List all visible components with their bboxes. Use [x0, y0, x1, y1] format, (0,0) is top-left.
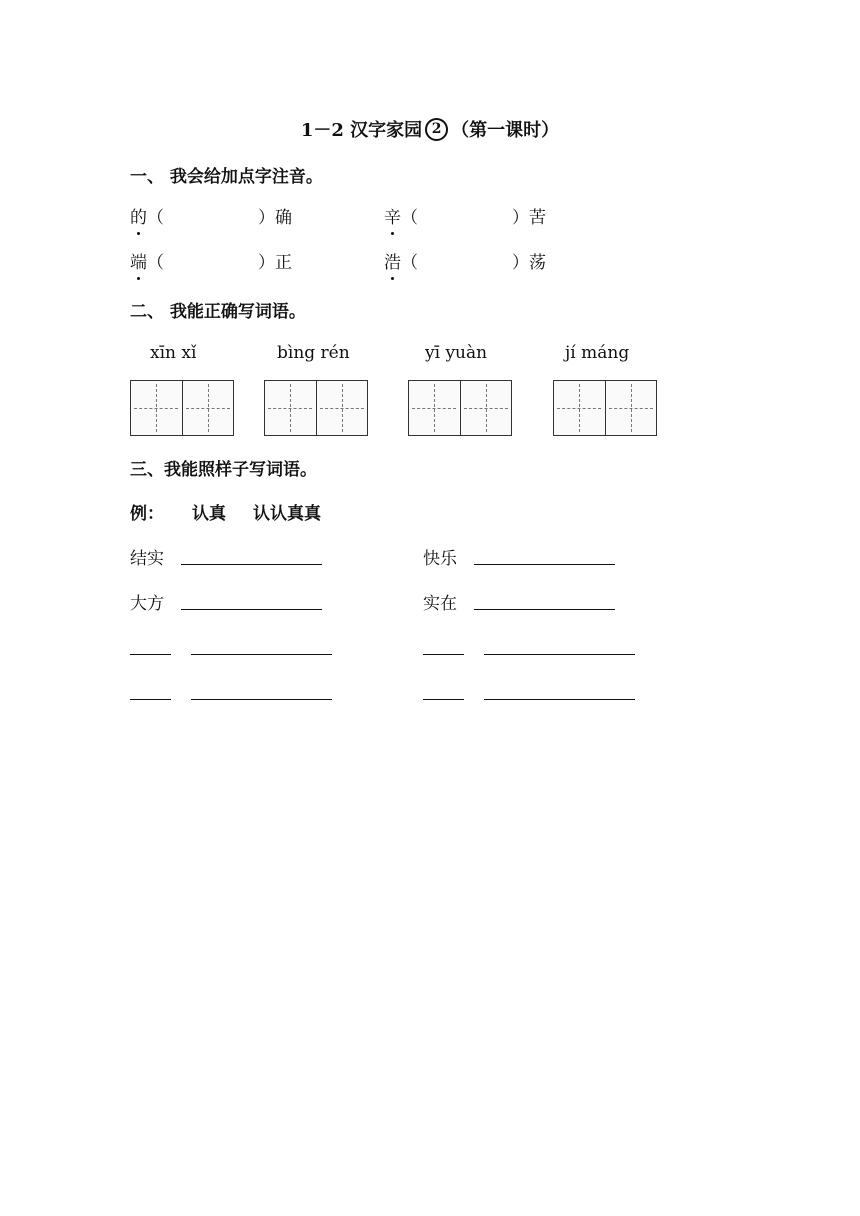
answer-line[interactable] — [181, 609, 322, 610]
answer-line[interactable] — [181, 564, 322, 565]
grid-cell[interactable] — [460, 381, 512, 435]
tian-grid-box[interactable] — [130, 380, 234, 436]
word-blank-line[interactable] — [130, 654, 171, 655]
close-paren: ） — [512, 253, 529, 273]
grid-cell[interactable] — [409, 381, 460, 435]
open-paren: （ — [401, 208, 418, 228]
tian-grid-box[interactable] — [264, 380, 368, 436]
word-blank-line[interactable] — [423, 699, 464, 700]
pinyin-item-3 — [130, 248, 292, 273]
title-suffix: （第一课时） — [451, 120, 560, 141]
dotted-char: 的 — [130, 203, 147, 228]
word-blank-line[interactable] — [423, 654, 464, 655]
word-prompt: 快乐 — [423, 549, 457, 569]
example-label: 例： — [130, 504, 164, 524]
word-prompt: 大方 — [130, 594, 164, 614]
tian-grid-box[interactable] — [553, 380, 657, 436]
grid-cell[interactable] — [131, 381, 182, 435]
following-char: 荡 — [529, 253, 546, 273]
page-title — [0, 116, 860, 144]
example-answer: 认认真真 — [253, 504, 321, 524]
word-blank-line[interactable] — [130, 699, 171, 700]
circled-number-icon: 2 — [425, 118, 448, 141]
following-char: 苦 — [529, 208, 546, 228]
answer-line[interactable] — [474, 609, 615, 610]
following-char: 正 — [275, 253, 292, 273]
answer-line[interactable] — [474, 564, 615, 565]
pinyin-label: bìng rén — [277, 343, 350, 363]
example-word: 认真 — [192, 504, 226, 524]
grid-cell[interactable] — [554, 381, 605, 435]
pinyin-label: xīn xǐ — [150, 343, 197, 363]
following-char: 确 — [275, 208, 292, 228]
grid-cell[interactable] — [265, 381, 316, 435]
close-paren: ） — [512, 208, 529, 228]
answer-line[interactable] — [191, 654, 332, 655]
section2-heading: 二、 我能正确写词语。 — [130, 302, 306, 322]
section3-heading: 三、我能照样子写词语。 — [130, 460, 317, 480]
grid-cell[interactable] — [605, 381, 657, 435]
answer-line[interactable] — [191, 699, 332, 700]
open-paren: （ — [147, 253, 164, 273]
answer-line[interactable] — [484, 654, 635, 655]
answer-line[interactable] — [484, 699, 635, 700]
close-paren: ） — [258, 253, 275, 273]
dotted-char: 辛 — [384, 203, 401, 228]
dotted-char: 端 — [130, 248, 147, 273]
pinyin-item-1 — [130, 203, 292, 228]
open-paren: （ — [401, 253, 418, 273]
dotted-char: 浩 — [384, 248, 401, 273]
pinyin-label: yī yuàn — [425, 343, 488, 363]
title-prefix: 1－2 汉字家园 — [300, 120, 423, 141]
pinyin-item-2 — [384, 203, 546, 228]
word-prompt: 实在 — [423, 594, 457, 614]
word-prompt: 结实 — [130, 549, 164, 569]
section1-heading: 一、 我会给加点字注音。 — [130, 167, 323, 187]
tian-grid-box[interactable] — [408, 380, 512, 436]
grid-cell[interactable] — [316, 381, 368, 435]
pinyin-item-4 — [384, 248, 546, 273]
pinyin-label: jí máng — [565, 343, 630, 363]
close-paren: ） — [258, 208, 275, 228]
grid-cell[interactable] — [182, 381, 234, 435]
open-paren: （ — [147, 208, 164, 228]
